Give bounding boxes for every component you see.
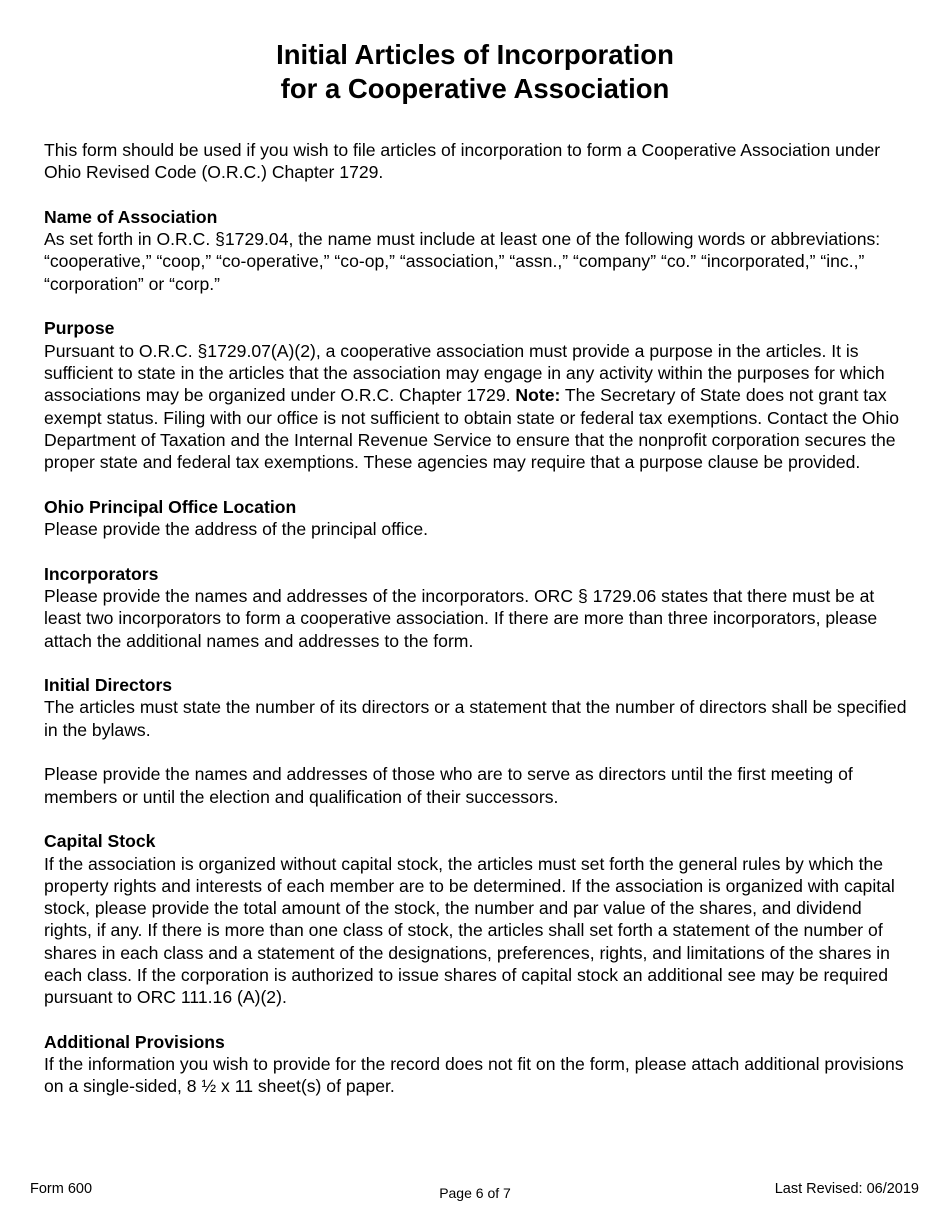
directors-paragraph-2: Please provide the names and addresses of those who are to serve as directors until the first meeting of members or until the election and qualification of their successors. [44, 764, 853, 807]
section-heading: Ohio Principal Office Location [44, 496, 297, 517]
section-text: If the information you wish to provide for the record does not fit on the form, please attach additional provisions on a single-sided, 8 ½ x 11 sheet(s) of paper. [44, 1054, 904, 1097]
section-heading: Capital Stock [44, 831, 156, 852]
section-heading: Name of Association [44, 206, 218, 227]
note-label: Note: [515, 385, 561, 406]
section-text: If the association is organized without capital stock, the articles must set forth the general rules by which the property rights and interests of each member are to be determined. If the association is organized with capital stock, please provide the total amount of the stock, the number and par value of the shares, and dividend rights, if any. If there is more than one class of stock, the articles shall set forth a statement of the number of shares in each class and a statement of the designations, preferences, rights, and limitations of the shares in each class. If the corporation is authorized to issue shares of capital stock an additional see may be required pursuant to ORC 111.16 (A)(2). [44, 853, 895, 1008]
instructions-body [44, 139, 910, 1120]
section-text: Please provide the names and addresses of the incorporators. ORC § 1729.06 states that there must be at least two incorporators to form a cooperative association. If there are more than three incorporators, please attach the additional names and addresses to the form. [44, 585, 878, 651]
section-purpose [44, 317, 910, 473]
section-text [44, 340, 910, 474]
purpose-text-after-note: The Secretary of State does not grant tax exempt status. Filing with our office is not sufficient to obtain state or federal tax exemptions. Contact the Ohio Department of Taxation and the Internal Revenue Service to ensure that the nonprofit corporation secures the proper state and federal tax exemptions. These agencies may require that a purpose clause be provided. [44, 385, 900, 473]
section-additional-provisions [44, 1031, 910, 1098]
footer-last-revised: Last Revised: 06/2019 [774, 1181, 919, 1197]
intro-paragraph: This form should be used if you wish to file articles of incorporation to form a Cooperative Association under Ohio Revised Code (O.R.C.) Chapter 1729. [44, 140, 881, 183]
section-incorporators [44, 563, 910, 652]
section-initial-directors [44, 674, 910, 808]
section-capital-stock [44, 830, 910, 1008]
section-heading: Additional Provisions [44, 1031, 225, 1052]
section-heading: Incorporators [44, 563, 159, 584]
purpose-text-before-note: Pursuant to O.R.C. §1729.07(A)(2), a cooperative association must provide a purpose in the articles. It is sufficient to state in the articles that the association may engage in any activity within the purposes for which associations may be organized under O.R.C. Chapter 1729. [44, 340, 885, 406]
footer-form-number: Form 600 [30, 1181, 93, 1197]
page-title-line2: for a Cooperative Association [280, 73, 670, 104]
section-heading: Initial Directors [44, 675, 173, 696]
section-text: Please provide the address of the principal office. [44, 519, 429, 540]
section-text [44, 696, 910, 807]
section-heading: Purpose [44, 318, 115, 339]
page-title [0, 38, 950, 106]
section-name-of-association [44, 206, 910, 295]
footer-page-number: Page 6 of 7 [439, 1185, 511, 1201]
directors-paragraph-1: The articles must state the number of its directors or a statement that the number of directors shall be specified in the bylaws. [44, 697, 907, 740]
page-title-line1: Initial Articles of Incorporation [276, 39, 674, 70]
section-text: As set forth in O.R.C. §1729.04, the name must include at least one of the following words or abbreviations: “cooperative,” “coop,” “co-operative,” “co-op,” “association,” “assn.,” “company” “co.” “incorporated,” “inc.,” “corporation” or “corp.” [44, 229, 881, 294]
section-principal-office [44, 496, 910, 541]
